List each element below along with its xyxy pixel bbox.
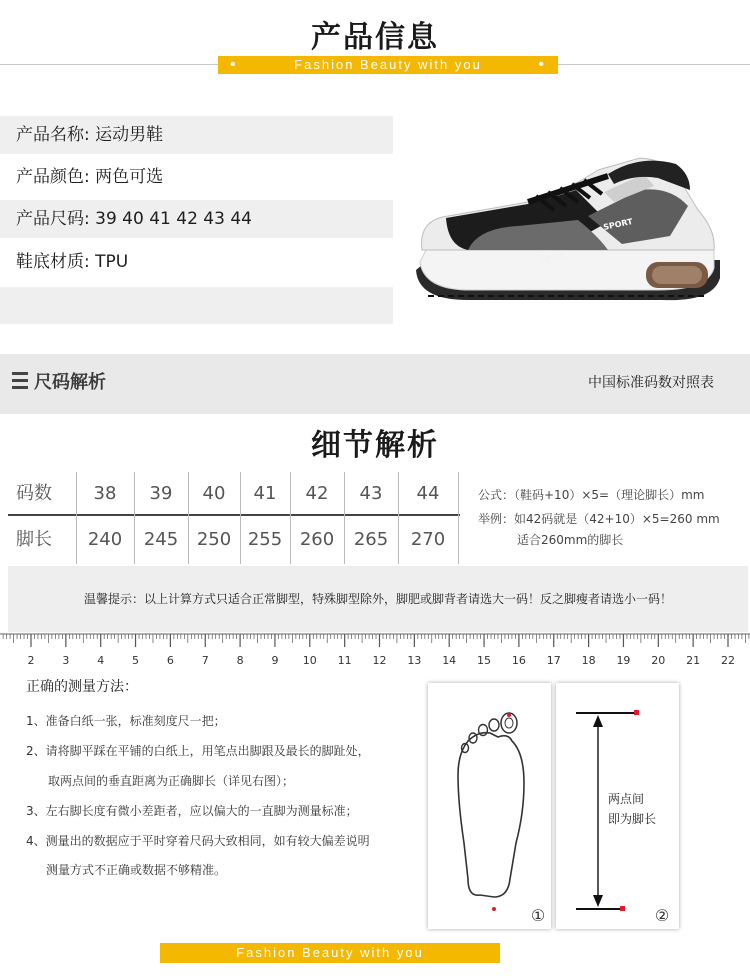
sneaker-image [408,150,738,320]
ruler-label: 18 [581,654,596,667]
banner-text: Fashion Beauty with you [294,57,482,72]
formula-example: 举例：如42码就是（42+10）×5=260 mm [478,512,720,526]
table-cell-length: 250 [196,529,232,550]
detail-title: 细节解析 [311,428,439,463]
ruler-label: 14 [442,654,457,667]
table-header-length: 脚长 [16,529,52,550]
foot-outline-panel [428,683,551,929]
ruler-label: 6 [166,654,174,667]
table-header-size: 码数 [16,483,52,504]
measurement-panel [556,683,679,929]
page-title: 产品信息 [311,20,439,55]
ruler-label: 8 [236,654,244,667]
ruler-label: 22 [721,654,735,667]
method-step: 4、测量出的数据应于平时穿着尺码大致相同，如有较大偏差说明 [26,834,370,848]
foot-outline-icon [428,683,551,929]
info-row-color [0,158,393,196]
info-value: 两色可选 [95,167,164,187]
ruler-label: 16 [511,654,526,667]
method-step: 2、请将脚平踩在平铺的白纸上，用笔点出脚跟及最长的脚趾处， [26,744,370,758]
banner-dot-right: • [538,56,546,73]
info-label: 产品尺码: [16,209,90,229]
info-label: 产品名称: [16,125,90,145]
fashion-banner-bottom [160,943,500,963]
info-value: 39 40 41 42 43 44 [95,209,252,229]
ruler-label: 11 [337,654,352,667]
shoe-sport-text: SPORT [602,216,634,232]
ruler-label: 15 [477,654,492,667]
panel-2-text-2: 即为脚长 [608,812,657,826]
ruler-label: 20 [651,654,666,667]
info-value: TPU [95,252,129,272]
table-cell-size: 44 [416,483,440,504]
size-analysis-label: 尺码解析 [34,372,106,393]
method-step: 测量方式不正确或数据不够精准。 [46,863,227,877]
tip-text: 温馨提示：以上计算方式只适合正常脚型，特殊脚型除外，脚肥或脚背者请选大一码！反之脚瘦者请选小一码！ [83,592,672,606]
table-cell-length: 265 [353,529,389,550]
ruler-label: 5 [132,654,140,667]
fashion-banner-top [218,56,558,74]
table-cell-size: 39 [149,483,173,504]
panel-2-number: ② [654,906,670,925]
shoe-brand-text: Sport [538,250,566,265]
table-cell-length: 240 [87,529,123,550]
size-chart-label: 中国标准码数对照表 [588,375,714,391]
panel-2-text-1: 两点间 [608,792,645,806]
ruler-label: 12 [372,654,387,667]
method-step: 1、准备白纸一张，标准刻度尺一把； [26,714,226,728]
formula-example-note: 适合260mm的脚长 [517,533,624,547]
info-row-name [0,116,393,154]
table-cell-length: 255 [247,529,283,550]
ruler-label: 9 [271,654,279,667]
formula-line: 公式：（鞋码+10）×5=（理论脚长）mm [478,488,705,502]
ruler-label: 17 [546,654,561,667]
table-cell-size: 40 [202,483,226,504]
size-table [8,468,460,568]
table-cell-length: 245 [143,529,179,550]
ruler-label: 19 [616,654,631,667]
ruler-label: 13 [407,654,422,667]
table-cell-size: 42 [305,483,329,504]
table-column-line [458,472,459,564]
ruler-label: 4 [97,654,105,667]
info-value: 运动男鞋 [95,125,164,145]
info-row-empty [0,287,393,324]
info-row-size [0,200,393,238]
banner-dot-left: • [230,56,238,73]
ruler-label: 7 [201,654,209,667]
ruler-label: 21 [686,654,701,667]
ruler-label: 3 [62,654,70,667]
method-title: 正确的测量方法： [26,679,138,695]
info-label: 产品颜色: [16,167,90,187]
ruler [0,633,750,675]
table-cell-length: 270 [410,529,446,550]
table-cell-size: 38 [93,483,117,504]
banner-text: Fashion Beauty with you [236,945,424,960]
ruler-label: 2 [27,654,35,667]
panel-1-number: ① [530,906,546,925]
menu-lines-icon [12,372,28,390]
info-row-material [0,243,393,281]
table-cell-length: 260 [299,529,335,550]
method-step: 取两点间的垂直距离为正确脚长（详见右图）； [48,774,295,788]
table-cell-size: 41 [253,483,277,504]
ruler-label: 10 [302,654,317,667]
info-label: 鞋底材质: [16,252,90,272]
measurement-diagram [556,683,679,929]
table-cell-size: 43 [359,483,383,504]
method-step: 3、左右脚长度有微小差距者，应以偏大的一直脚为测量标准； [26,804,358,818]
